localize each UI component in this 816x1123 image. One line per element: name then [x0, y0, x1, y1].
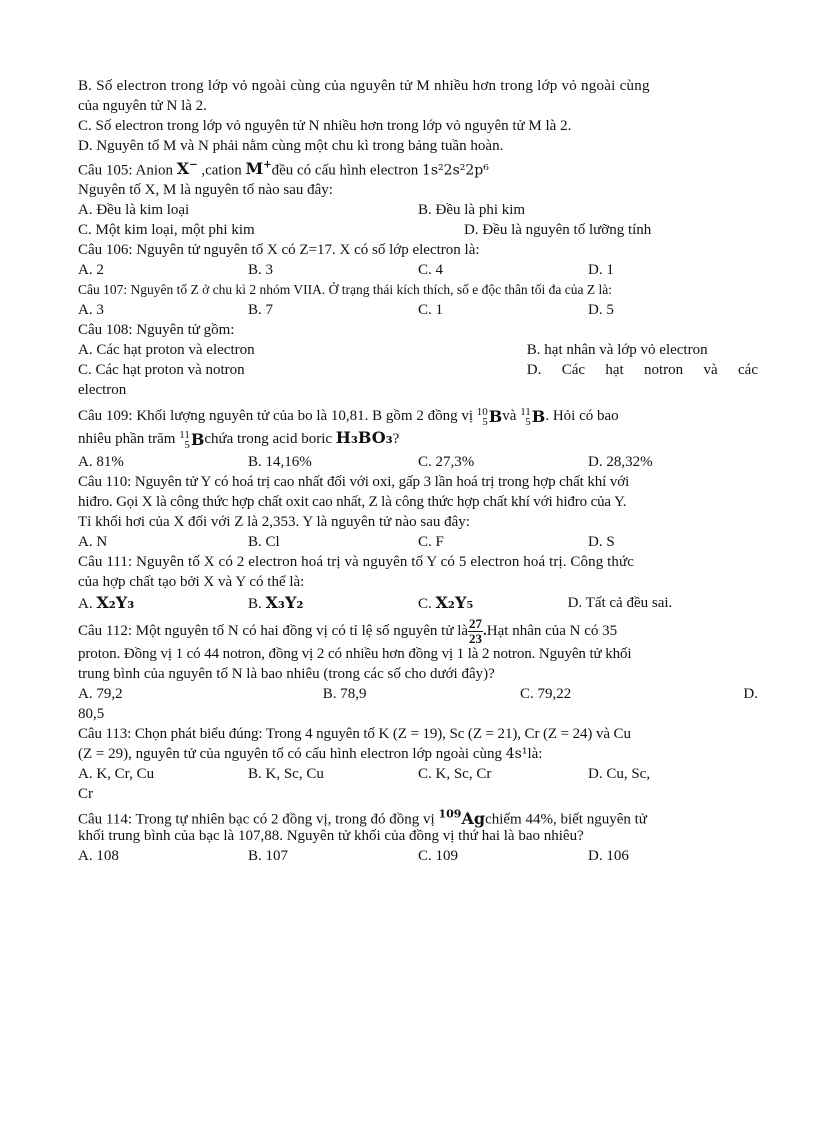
q114-option-d: D. 106 [588, 848, 629, 865]
q112-stem-line3: trung bình của nguyên tố N là bao nhiêu (trong các số cho dưới đây)? [78, 666, 495, 683]
q114-option-a: A. 108 [78, 848, 119, 865]
q113-option-a: A. K, Cr, Cu [78, 766, 155, 783]
q111-stem-line1: Câu 111: Nguyên tố X có 2 electron hoá trị và nguyên tố Y có 5 electron hoá trị. Công thức [78, 554, 635, 571]
q110-stem-line3: Tỉ khối hơi của X đối với Z là 2,353. Y là nguyên tử nào sau đây: [78, 514, 470, 531]
q113-text: (Z = 29), nguyên tử của nguyên tố có cấu hình electron lớp ngoài cùng [78, 746, 506, 763]
q113-option-d-cont: Cr [78, 786, 93, 803]
q105-option-c: C. Một kim loại, một phi kim [78, 222, 255, 239]
q107-option-b: B. 7 [248, 302, 274, 319]
q105-suffix: đều có cấu hình electron [271, 162, 422, 179]
q108-option-d-cont: electron [78, 382, 127, 399]
q114-text1: Câu 114: Trong tự nhiên bạc có 2 đồng vị, trong đó đồng vị [78, 811, 439, 828]
q113-option-d: D. Cu, Sc, [588, 766, 651, 783]
q114-stem-line2: khối trung bình của bạc là 107,88. Nguyên tử khối của đồng vị thứ hai là bao nhiêu? [78, 828, 584, 845]
q104-option-b-line1: B. Số electron trong lớp vỏ ngoài cùng của nguyên tử M nhiều hơn trong lớp vỏ ngoài cùng [78, 78, 650, 94]
q104-option-c: C. Số electron trong lớp vỏ nguyên tử N nhiều hơn trong lớp vỏ nguyên tử M là 2. [78, 118, 572, 134]
q112-option-a: A. 79,2 [78, 686, 123, 703]
q107-option-a: A. 3 [78, 302, 104, 319]
q113-text-end: là: [527, 746, 543, 763]
q106-option-d: D. 1 [588, 262, 614, 279]
q105-option-d: D. Đều là nguyên tố lưỡng tính [464, 222, 652, 239]
q114-text2: chiếm 44%, biết nguyên tử [485, 811, 647, 828]
q107-options [78, 300, 758, 320]
q114-options [78, 846, 758, 866]
anion-symbol: X− [176, 159, 198, 179]
q113-option-b: B. K, Sc, Cu [248, 766, 324, 783]
q106-option-a: A. 2 [78, 262, 104, 279]
q112-option-d-cont: 80,5 [78, 706, 105, 723]
q106-stem: Câu 106: Nguyên tử nguyên tố X có Z=17. X có số lớp electron là: [78, 242, 480, 259]
q110-stem-line2: hiđro. Gọi X là công thức hợp chất oxit cao nhất, Z là công thức hợp chất khí với hiđro của Y. [78, 494, 627, 511]
q109-qmark: ? [392, 431, 400, 448]
isotope-b10: 10 5 B [476, 405, 503, 428]
q104-option-b-line2: của nguyên tử N là 2. [78, 98, 207, 114]
q109-stem-line2 [78, 428, 758, 452]
q114-option-c: C. 109 [418, 848, 459, 865]
q112-option-c: C. 79,22 [519, 686, 572, 703]
q112-stem-line1 [78, 615, 758, 646]
boric-acid-formula: H₃BO₃ [335, 428, 393, 448]
q112-options [78, 684, 758, 704]
isotope-b11-repeat: 11 5 B [179, 428, 205, 451]
q107-option-d: D. 5 [588, 302, 614, 319]
q111-option-a: A. X₂Y₃ [78, 592, 135, 612]
q105-option-a: A. Đều là kim loại [78, 202, 190, 219]
q105-options-row2 [78, 220, 758, 240]
q105-options-row1 [78, 200, 758, 220]
q106-options [78, 260, 758, 280]
q112-option-b: B. 78,9 [322, 686, 367, 703]
q109-options [78, 452, 758, 472]
q105-mid: ,cation [197, 162, 246, 179]
q107-stem: Câu 107: Nguyên tố Z ở chu kì 2 nhóm VIIA. Ở trạng thái kích thích, số e độc thân tối đa của Z là: [78, 282, 613, 298]
q112-option-d: D. [743, 686, 758, 703]
q108-options-row2 [78, 360, 758, 380]
q113-options [78, 764, 758, 784]
q110-option-c: C. F [418, 534, 444, 551]
exam-page [78, 76, 758, 866]
q107-option-c: C. 1 [418, 302, 444, 319]
q110-option-a: A. N [78, 534, 108, 551]
q111-option-d: D. Tất cả đều sai. [567, 595, 673, 612]
q108-option-b: B. hạt nhân và lớp vỏ electron [526, 342, 708, 359]
q109-and: và [502, 408, 521, 425]
q105-question: Nguyên tố X, M là nguyên tố nào sau đây: [78, 182, 333, 199]
q109-text4: chứa trong acid boric [204, 431, 336, 448]
q108-options-row1 [78, 340, 758, 360]
q104-option-d: D. Nguyên tố M và N phải nằm cùng một chu kì trong bảng tuần hoàn. [78, 138, 504, 154]
q110-options [78, 532, 758, 552]
q109-stem-line1 [78, 406, 758, 428]
q112-stem-line2: proton. Đồng vị 1 có 44 notron, đồng vị 2 có nhiều hơn đồng vị 1 là 2 notron. Nguyên tử khối [78, 646, 632, 663]
q106-option-b: B. 3 [248, 262, 274, 279]
q109-text1: Câu 109: Khối lượng nguyên tử của bo là 10,81. B gồm 2 đồng vị [78, 408, 477, 425]
q105-option-b: B. Đều là phi kim [418, 202, 526, 219]
q111-option-c: C. X₂Y₅ [418, 592, 474, 612]
q114-stem-line1 [78, 804, 758, 826]
q109-text3: nhiêu phần trăm [78, 431, 180, 448]
q110-option-b: B. Cl [248, 534, 280, 551]
config-4s1: 4s¹ [505, 746, 528, 763]
q111-option-b: B. X₃Y₂ [248, 592, 304, 612]
q105-prefix: Câu 105: Anion [78, 162, 177, 179]
isotope-b11: 11 5 B [520, 405, 546, 428]
q108-option-d: D. Các hạt notron và các [526, 362, 758, 379]
q108-stem: Câu 108: Nguyên tử gồm: [78, 322, 235, 339]
q111-stem-line2: của hợp chất tạo bởi X và Y có thể là: [78, 574, 305, 591]
cation-symbol: M+ [245, 159, 272, 179]
q109-text2: . Hỏi có bao [545, 408, 619, 425]
electron-config: 1s²2s²2p⁶ [421, 162, 489, 179]
ratio-period: . [483, 623, 487, 640]
q114-option-b: B. 107 [248, 848, 289, 865]
q109-option-c: C. 27,3% [418, 454, 475, 471]
isotope-ag109: $^{109}$Ag [438, 807, 486, 828]
q106-option-c: C. 4 [418, 262, 444, 279]
q111-options [78, 592, 758, 614]
q109-option-d: D. 28,32% [588, 454, 653, 471]
q112-text1: Câu 112: Một nguyên tố N có hai đồng vị có tỉ lệ số nguyên tử là [78, 623, 469, 640]
q110-option-d: D. S [588, 534, 615, 551]
q108-option-c: C. Các hạt proton và notron [78, 362, 245, 379]
q109-option-a: A. 81% [78, 454, 124, 471]
q110-stem-line1: Câu 110: Nguyên tử Y có hoá trị cao nhất đối với oxi, gấp 3 lần hoá trị trong hợp chất khí với [78, 474, 630, 491]
q112-text2: Hạt nhân của N có 35 [486, 623, 618, 640]
q109-option-b: B. 14,16% [248, 454, 312, 471]
q113-stem-line2 [78, 744, 758, 764]
ratio-fraction: $\frac{27}{23}$ [469, 615, 483, 646]
q108-option-a: A. Các hạt proton và electron [78, 342, 255, 359]
q113-option-c: C. K, Sc, Cr [418, 766, 492, 783]
q113-stem-line1: Câu 113: Chọn phát biểu đúng: Trong 4 nguyên tố K (Z = 19), Sc (Z = 21), Cr (Z = 24) và Cu [78, 726, 631, 743]
q105-stem [78, 156, 758, 180]
